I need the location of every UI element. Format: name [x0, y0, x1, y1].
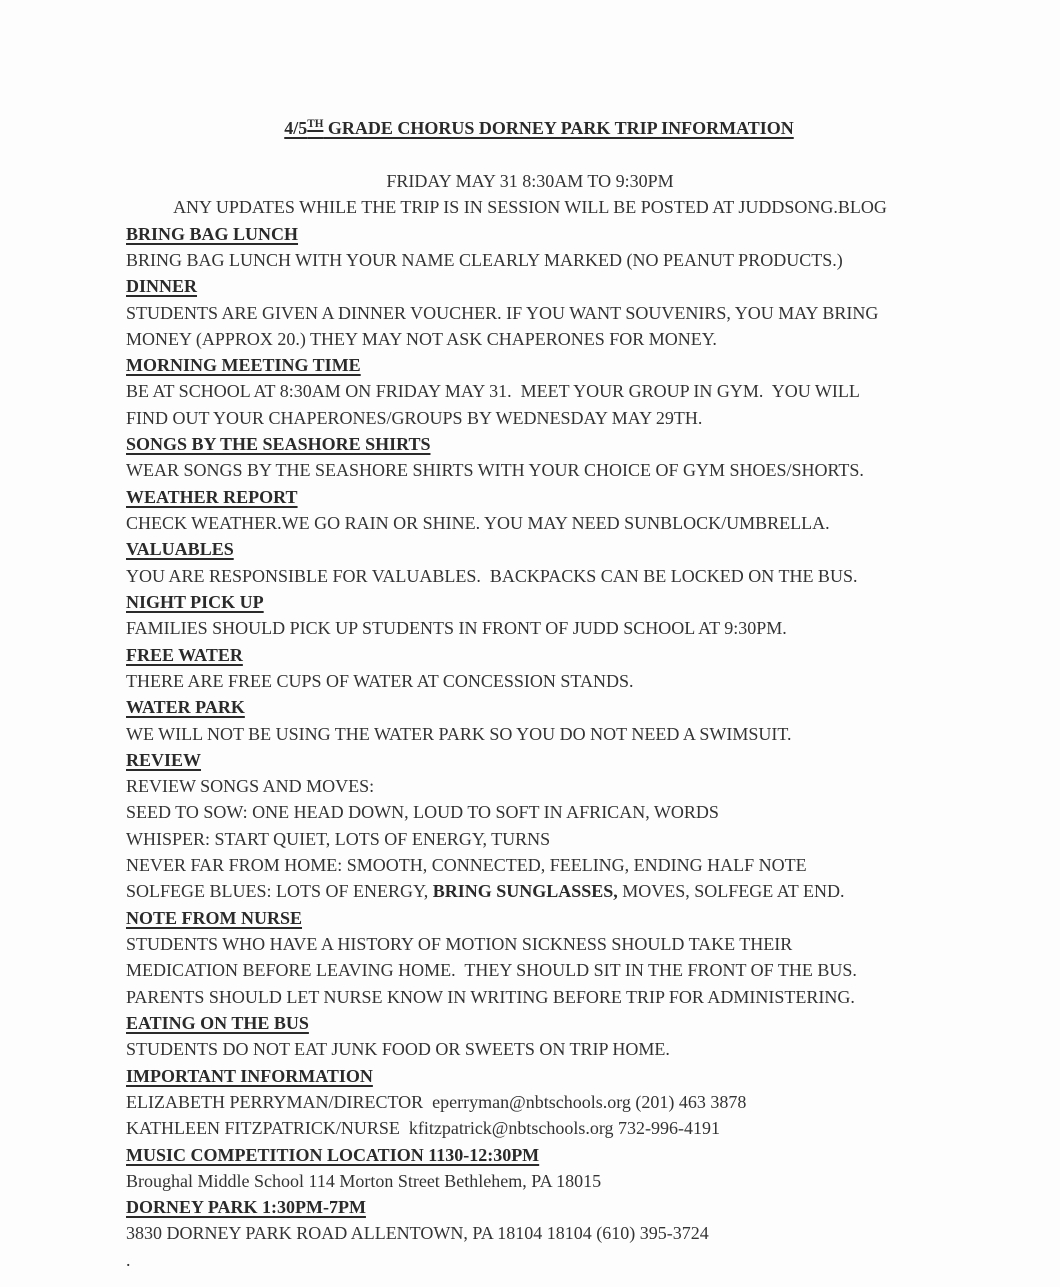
section-text-line: STUDENTS WHO HAVE A HISTORY OF MOTION SICKNESS SHOULD TAKE THEIR: [126, 934, 793, 954]
sections-container: [0, 221, 1060, 1247]
section-text-line: SOLFEGE BLUES: LOTS OF ENERGY, BRING SUNGLASSES, MOVES, SOLFEGE AT END.: [126, 881, 845, 902]
section-text-line: PARENTS SHOULD LET NURSE KNOW IN WRITING BEFORE TRIP FOR ADMINISTERING.: [126, 986, 855, 1007]
section-heading: IMPORTANT INFORMATION: [126, 1065, 373, 1086]
section-heading: BRING BAG LUNCH: [126, 223, 299, 244]
section-heading: REVIEW: [126, 749, 202, 770]
section-text-line: KATHLEEN FITZPATRICK/NURSE kfitzpatrick@nbtschools.org 732-996-4191: [126, 1118, 721, 1139]
section-text-line: THERE ARE FREE CUPS OF WATER AT CONCESSION STANDS.: [126, 670, 634, 691]
trip-datetime-subtitle: FRIDAY MAY 31 8:30AM TO 9:30PM: [386, 170, 674, 191]
section-heading: VALUABLES: [126, 539, 234, 560]
section-text-line: SEED TO SOW: ONE HEAD DOWN, LOUD TO SOFT IN AFRICAN, WORDS: [126, 802, 719, 823]
section-text-line: BRING BAG LUNCH WITH YOUR NAME CLEARLY MARKED (NO PEANUT PRODUCTS.): [126, 249, 843, 270]
section-heading: DINNER: [126, 276, 198, 297]
section-text-line: MEDICATION BEFORE LEAVING HOME. THEY SHOULD SIT IN THE FRONT OF THE BUS.: [126, 960, 857, 981]
section-text-line: Broughal Middle School 114 Morton Street Bethlehem, PA 18015: [126, 1170, 602, 1191]
section-text-line: WHISPER: START QUIET, LOTS OF ENERGY, TURNS: [126, 828, 551, 849]
section-heading: NOTE FROM NURSE: [126, 907, 303, 928]
section-text-line: FIND OUT YOUR CHAPERONES/GROUPS BY WEDNESDAY MAY 29TH.: [126, 407, 703, 428]
section-text-line: STUDENTS ARE GIVEN A DINNER VOUCHER. IF YOU WANT SOUVENIRS, YOU MAY BRING: [126, 302, 879, 323]
section-heading: EATING ON THE BUS: [126, 1012, 309, 1033]
section-text-line: WEAR SONGS BY THE SEASHORE SHIRTS WITH YOUR CHOICE OF GYM SHOES/SHORTS.: [126, 460, 864, 481]
section-heading: DORNEY PARK 1:30PM-7PM: [126, 1197, 366, 1218]
section-heading: WEATHER REPORT: [126, 486, 298, 507]
footer-period-mark: .: [126, 1249, 131, 1270]
section-text-line: WE WILL NOT BE USING THE WATER PARK SO YOU DO NOT NEED A SWIMSUIT.: [126, 723, 792, 744]
page-title: [0, 89, 1060, 168]
section-text-line: FAMILIES SHOULD PICK UP STUDENTS IN FRONT OF JUDD SCHOOL AT 9:30PM.: [126, 618, 787, 639]
section-text-line: YOU ARE RESPONSIBLE FOR VALUABLES. BACKPACKS CAN BE LOCKED ON THE BUS.: [126, 565, 858, 586]
section-heading: FREE WATER: [126, 644, 243, 665]
section-heading: MUSIC COMPETITION LOCATION 1130-12:30PM: [126, 1144, 540, 1165]
section-text-line: CHECK WEATHER.WE GO RAIN OR SHINE. YOU MAY NEED SUNBLOCK/UMBRELLA.: [126, 513, 830, 533]
section-heading: WATER PARK: [126, 697, 245, 718]
section-text-line: 3830 DORNEY PARK ROAD ALLENTOWN, PA 18104 18104 (610) 395-3724: [126, 1223, 709, 1244]
section-heading: NIGHT PICK UP: [126, 591, 264, 612]
section-text-line: NEVER FAR FROM HOME: SMOOTH, CONNECTED, FEELING, ENDING HALF NOTE: [126, 855, 807, 876]
title-superscript: TH: [307, 118, 324, 131]
section-text-line: MONEY (APPROX 20.) THEY MAY NOT ASK CHAPERONES FOR MONEY.: [126, 328, 717, 349]
section-text-line: ELIZABETH PERRYMAN/DIRECTOR eperryman@nbtschools.org (201) 463 3878: [126, 1091, 747, 1112]
section-text-line: REVIEW SONGS AND MOVES:: [126, 776, 375, 797]
section-heading: SONGS BY THE SEASHORE SHIRTS: [126, 434, 431, 455]
section-heading: MORNING MEETING TIME: [126, 355, 361, 376]
updates-notice: ANY UPDATES WHILE THE TRIP IS IN SESSION WILL BE POSTED AT JUDDSONG.BLOG: [173, 197, 887, 218]
page-title-text: 4/5TH GRADE CHORUS DORNEY PARK TRIP INFORMATION: [284, 118, 794, 139]
section-text-line: BE AT SCHOOL AT 8:30AM ON FRIDAY MAY 31. MEET YOUR GROUP IN GYM. YOU WILL: [126, 381, 860, 402]
section-text-line: STUDENTS DO NOT EAT JUNK FOOD OR SWEETS ON TRIP HOME.: [126, 1039, 670, 1060]
